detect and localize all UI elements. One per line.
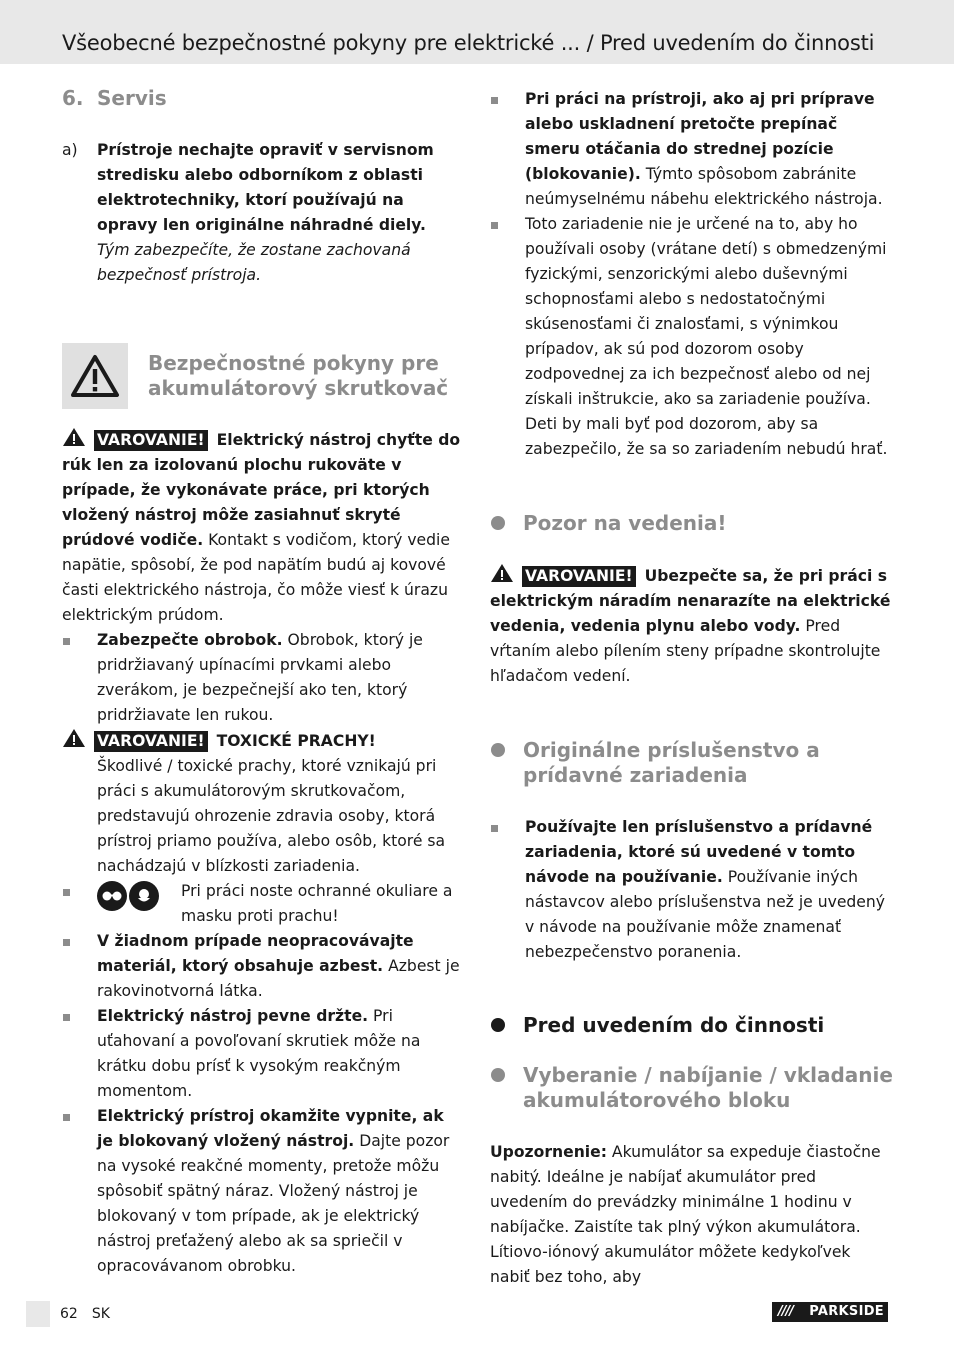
item-bold-text: Elektrický nástroj pevne držte. [97,1007,369,1025]
item-text: Pri práci noste ochranné okuliare a masku proti prachu! [181,882,453,925]
bullet-dot [491,743,505,757]
item-bold-text: V žiadnom prípade neopracovávajte materiál, ktorý obsahuje azbest. [97,932,414,975]
safety-box-header [62,343,464,409]
bullet-square [491,222,498,229]
list-item [62,628,464,728]
note-paragraph [490,1140,894,1290]
item-bold-text: Používajte len príslušenstvo a prídavné zariadenia, ktoré sú uvedené v tomto návode na používanie. [525,818,873,886]
page-number: 62 [60,1306,78,1322]
list-item [62,929,464,1004]
brand-name: PARKSIDE [809,1304,884,1319]
right-column [490,84,894,1290]
warning-triangle-icon [62,427,86,447]
warning-badge: VAROVANIE! [94,430,208,451]
warning-text: Kontakt s vodičom, ktorý vedie napätie, spôsobí, že pod napätím budú aj kovové časti elektrického nástroja, čo môže viesť k úrazu elektrickým prúdom. [62,531,450,624]
item-bold-text: Prístroje nechajte opraviť v servisnom stredisku alebo odborníkom z oblasti elektrotechniky, ktorí používajú na opravy len originálne náhradné diely. [97,141,434,234]
safety-box-title: Bezpečnostné pokyny pre akumulátorový skrutkovač [148,351,449,400]
safety-goggles-icon [97,881,127,911]
warning-text: Pred vŕtaním alebo pílením steny prípadne skontrolujte hľadačom vedení. [490,617,881,685]
language-code: SK [91,1306,110,1322]
warning-lines [490,563,894,689]
warning-bold-text: TOXICKÉ PRACHY! [216,732,376,750]
section-title-text: Vyberanie / nabíjanie / vkladanie akumulátorového bloku [523,1063,893,1112]
item-text: Pri uťahovaní a povoľovaní skrutiek môže na krátku dobu prísť k vysokým reakčným momentom. [97,1007,421,1100]
page-title: Všeobecné bezpečnostné pokyny pre elektrické ... / Pred uvedením do činnosti [62,31,875,55]
item-text: Azbest je rakovinotvorná látka. [97,957,460,1000]
warning-triangle-icon [62,343,128,409]
bullet-square [63,939,70,946]
item-text: Obrobok, ktorý je pridržiavaný upínacími prvkami alebo zverákom, je bezpečnejší ako ten, ktorý pridržiavate len rukou. [97,631,423,724]
item-italic-text: Tým zabezpečíte, že zostane zachovaná bezpečnosť prístroja. [97,241,411,284]
warning-bold-text: Elektrický nástroj chyťte do rúk len za izolovanú plochu rukoväte v prípade, že vykonávate práce, pri ktorých vložený nástroj môže zasiahnuť skryté prúdové vodiče. [62,431,461,549]
page-number-box [26,1301,50,1327]
bullet-square [63,889,70,896]
section-servis-title [62,86,464,111]
list-item [62,1104,464,1279]
bullet-square [63,1114,70,1121]
warning-electric [62,427,464,628]
bullet-dot [491,516,505,530]
warning-badge: VAROVANIE! [94,731,208,752]
section-title-text: Pozor na vedenia! [523,511,727,535]
list-item [490,815,894,965]
warning-triangle-icon [62,728,86,748]
section-title-text: Originálne príslušenstvo a prídavné zariadenia [523,738,820,787]
section-original-title [490,738,894,788]
warning-bold-text: Ubezpečte sa, že pri práci s elektrickým náradím nenarazíte na elektrické vedenia, vedenia plynu alebo vody. [490,567,891,635]
section-title-text: Pred uvedením do činnosti [523,1013,825,1037]
section-number: 6. [62,86,84,110]
bullet-square [491,97,498,104]
section-vyberanie-title [490,1063,894,1113]
list-item [62,1004,464,1104]
item-text: Týmto spôsobom zabránite neúmyselnému nábehu elektrického nástroja. [525,165,883,208]
item-text: Používanie iných nástavcov alebo príslušenstva než je uvedený v návode na používanie môže znamenať nebezpečenstvo poranenia. [525,868,886,961]
item-bold-text: Zabezpečte obrobok. [97,631,283,649]
note-label: Upozornenie: [490,1143,607,1161]
item-bold-text: Pri práci na prístroji, ako aj pri príprave alebo uskladnení pretočte prepínač smeru otáčania do strednej pozície (blokovanie). [525,90,875,183]
ppe-icons [97,879,181,911]
list-item [490,212,894,462]
section-pred-title [490,1013,894,1038]
section-pozor-title [490,511,894,536]
item-label: a) [62,141,78,159]
brand-logo [772,1302,888,1322]
section-title-text: Servis [97,86,167,110]
bullet-dot [491,1068,505,1082]
note-text: Akumulátor sa expeduje čiastočne nabitý. Ideálne je nabíjať akumulátor pred uvedením do prevádzky minimálne 1 hodinu v nabíjačke. Zaistíte tak plný výkon akumulátora. Lítiovo-iónový akumulátor môžete kedykoľvek nabiť bez toho, aby [490,1143,881,1286]
dust-mask-icon [129,881,159,911]
warning-toxic [62,728,464,879]
warning-text: Škodlivé / toxické prachy, ktoré vznikajú pri práci s akumulátorovým skrutkovačom, predstavujú ohrozenie zdravia osoby, ktorá prístroj priamo používa, alebo osôb, ktoré sa nachádzajú v blízkosti zariadenia. [97,757,446,875]
list-item [490,87,894,212]
bullet-square [63,638,70,645]
item-text: Dajte pozor na vysoké reakčné momenty, pretože môžu spôsobiť spätný náraz. Vložený nástroj je blokovaný v tom prípade, ak je elektrický nástroj preťažený alebo ak sa spriečil v opracovávanom obrobku. [97,1132,450,1275]
bullet-square [491,825,498,832]
bullet-square [63,1014,70,1021]
brand-slashes: //// [778,1304,793,1319]
item-text: Toto zariadenie nie je určené na to, aby ho používali osoby (vrátane detí) s obmedzenými fyzickými, senzorickými alebo duševnými schopnosťami alebo s nedostatočnými skúsenosťami či znalosťami, s výnimkou prípadov, ak sú pod dozorom osoby zodpovednej za ich bezpečnosť alebo od nej získali inštrukcie, ako sa zariadenie používa. Deti by mali byť pod dozorom, aby sa zabezpečilo, že sa so zariadením nebudú hrať. [525,215,888,458]
left-column [62,84,464,1279]
item-bold-text: Elektrický prístroj okamžite vypnite, ak je blokovaný vložený nástroj. [97,1107,444,1150]
servis-item-a [62,138,464,288]
warning-badge: VAROVANIE! [522,566,636,587]
list-item [62,879,464,929]
bullet-dot [491,1018,505,1032]
footer-page-info [60,1304,124,1324]
warning-triangle-icon [490,563,514,583]
